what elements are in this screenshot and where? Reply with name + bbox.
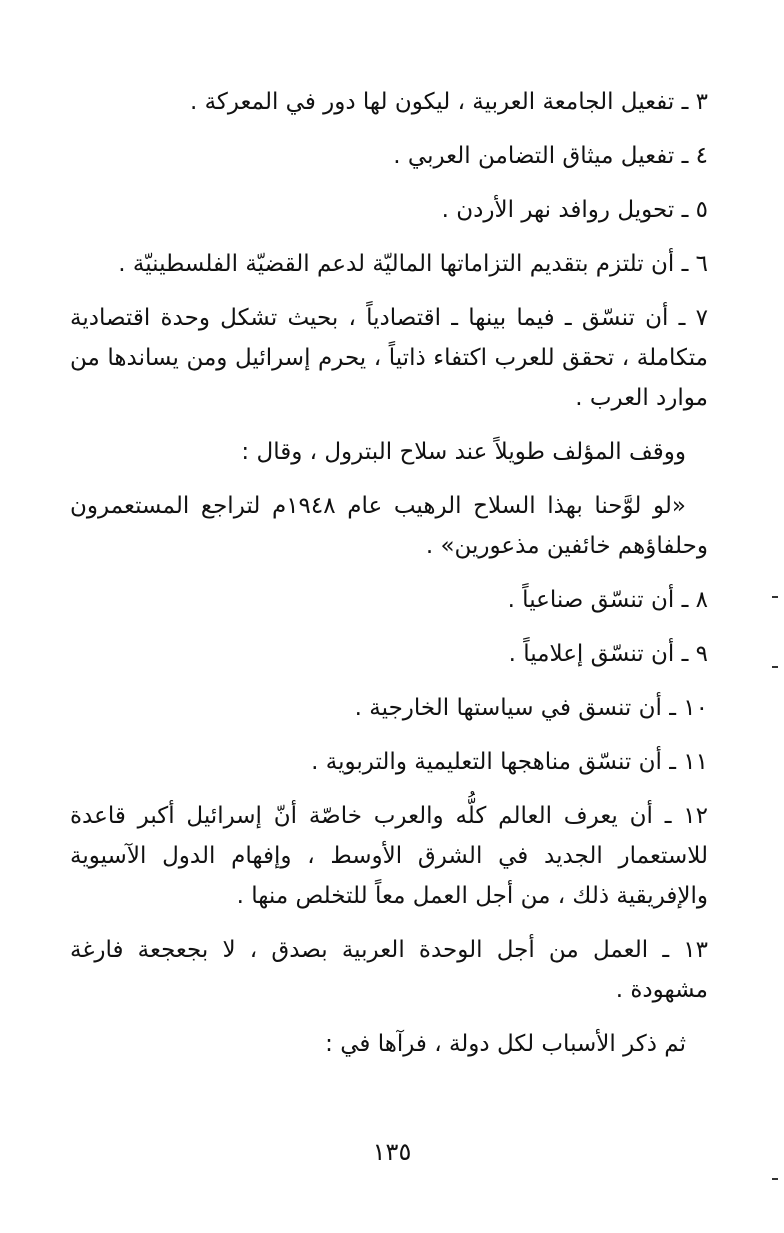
quotation-paragraph: «لو لوَّحنا بهذا السلاح الرهيب عام ١٩٤٨م لتراجع المستعمرون وحلفاؤهم خائفين مذعورين» .: [70, 493, 708, 559]
list-item-7: ٧ ـ أن تنسّق ـ فيما بينها ـ اقتصادياً ، بحيث تشكل وحدة اقتصادية متكاملة ، تحقق للعرب اكتفاء ذاتياً ، يحرم إسرائيل ومن يساندها من موارد العرب .: [70, 305, 708, 411]
narrative-paragraph-oil: ووقف المؤلف طويلاً عند سلاح البترول ، وقال :: [241, 439, 686, 465]
list-item-6: ٦ ـ أن تلتزم بتقديم التزاماتها الماليّة لدعم القضيّة الفلسطينيّة .: [118, 251, 708, 277]
scan-edge-mark-1: [772, 596, 778, 598]
list-item-4: ٤ ـ تفعيل ميثاق التضامن العربي .: [393, 143, 708, 169]
scan-edge-mark-2: [772, 666, 778, 668]
list-item-12: ١٢ ـ أن يعرف العالم كلُّه والعرب خاصّة أنّ إسرائيل أكبر قاعدة للاستعمار الجديد في الشرق الأوسط ، وإفهام الدول الآسيوية والإفريقية ذلك ، من أجل العمل معاً للتخلص منها .: [70, 803, 708, 909]
scan-edge-mark-3: [772, 1178, 778, 1180]
page-body: [70, 82, 708, 1078]
list-item-8: ٨ ـ أن تنسّق صناعياً .: [507, 587, 708, 613]
list-item-9: ٩ ـ أن تنسّق إعلامياً .: [508, 641, 708, 667]
list-item-10: ١٠ ـ أن تنسق في سياستها الخارجية .: [354, 695, 708, 721]
list-item-5: ٥ ـ تحويل روافد نهر الأردن .: [441, 197, 708, 223]
list-item-13: ١٣ ـ العمل من أجل الوحدة العربية بصدق ، لا بجعجعة فارغة مشهودة .: [70, 937, 708, 1003]
page-number: ١٣٥: [372, 1138, 412, 1166]
list-item-11: ١١ ـ أن تنسّق مناهجها التعليمية والتربوية .: [311, 749, 708, 775]
list-item-3: ٣ ـ تفعيل الجامعة العربية ، ليكون لها دور في المعركة .: [189, 89, 708, 115]
closing-paragraph: ثم ذكر الأسباب لكل دولة ، فرآها في :: [325, 1031, 686, 1057]
